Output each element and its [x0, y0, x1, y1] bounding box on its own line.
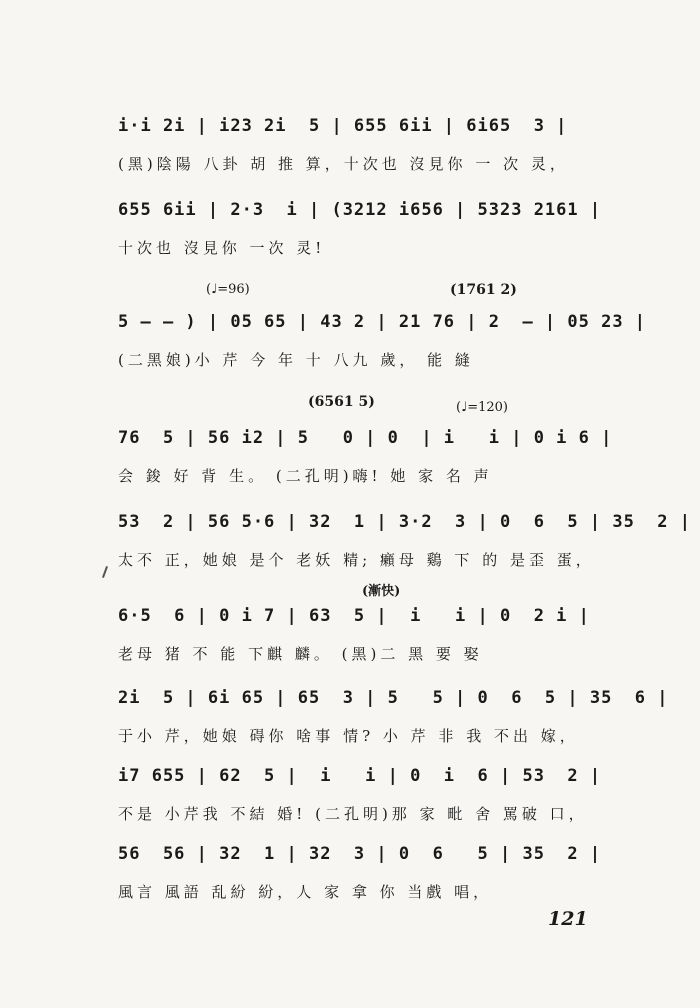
stray-ink-mark — [102, 566, 108, 578]
lyrics-line: (二黑娘)小 芹 今 年 十 八九 歲， 能 縫 — [118, 351, 474, 369]
lyrics-line: 十次也 沒見你 一次 灵! — [118, 239, 326, 257]
lyrics-line: 不是 小芹我 不結 婚! (二孔明)那 家 毗 舍 罵破 口， — [118, 805, 588, 823]
lyrics-line: 太不 正，她娘 是个 老妖 精; 癩母 鷄 下 的 是歪 蛋， — [118, 551, 595, 569]
notation-line: 2i 5 | 6i 65 | 65 3 | 5 5 | 0 6 5 | 35 6 | — [118, 688, 669, 708]
notation-line: 76 5 | 56 i2 | 5 0 | 0 | i i | 0 i 6 | — [118, 428, 613, 448]
score-system-1 — [118, 112, 608, 176]
notation-line: i·i 2i | i23 2i 5 | 655 6ii | 6i65 3 | — [118, 116, 568, 136]
score-system-9 — [118, 840, 608, 904]
lyrics-line: 老母 猪 不 能 下麒 麟。 (黑)二 黑 要 娶 — [118, 645, 483, 663]
score-system-8 — [118, 762, 608, 826]
instrumental-interlude: (1761 2) — [450, 282, 517, 298]
tempo-marking: (漸快) — [362, 584, 401, 599]
score-system-4 — [118, 424, 613, 488]
score-system-2 — [118, 196, 608, 260]
notation-line: i7 655 | 62 5 | i i | 0 i 6 | 53 2 | — [118, 766, 602, 786]
tempo-marking: (♩=120) — [456, 400, 508, 415]
page-number: 121 — [548, 908, 588, 930]
notation-line: 56 56 | 32 1 | 32 3 | 0 6 5 | 35 2 | — [118, 844, 602, 864]
lyrics-line: 風言 風語 乱紛 紛，人 家 拿 你 当戲 唱， — [118, 883, 493, 901]
score-system-3 — [118, 308, 647, 372]
lyrics-line: 会 鋑 好 背 生。 (二孔明)嗨! 她 家 名 声 — [118, 467, 493, 485]
notation-line: 655 6ii | 2·3 i | (3212 i656 | 5323 2161 | — [118, 200, 602, 220]
lyrics-line: (黑)陰陽 八卦 胡 推 算，十次也 沒見你 一 次 灵， — [118, 155, 569, 173]
tempo-marking: (♩=96) — [206, 282, 250, 297]
instrumental-interlude: (6561 5) — [308, 394, 375, 410]
score-system-6 — [118, 602, 608, 666]
notation-line: 53 2 | 56 5·6 | 32 1 | 3·2 3 | 0 6 5 | 35 2 | — [118, 512, 691, 532]
score-system-7 — [118, 684, 669, 748]
notation-line: 6·5 6 | 0 i 7 | 63 5 | i i | 0 2 i | — [118, 606, 590, 626]
notation-line: 5 — — ) | 05 65 | 43 2 | 21 76 | 2 — | 05 23 | — [118, 312, 647, 332]
score-system-5 — [118, 508, 691, 572]
lyrics-line: 于小 芹，她娘 碍你 啥事 情? 小 芹 非 我 不出 嫁， — [118, 727, 579, 745]
